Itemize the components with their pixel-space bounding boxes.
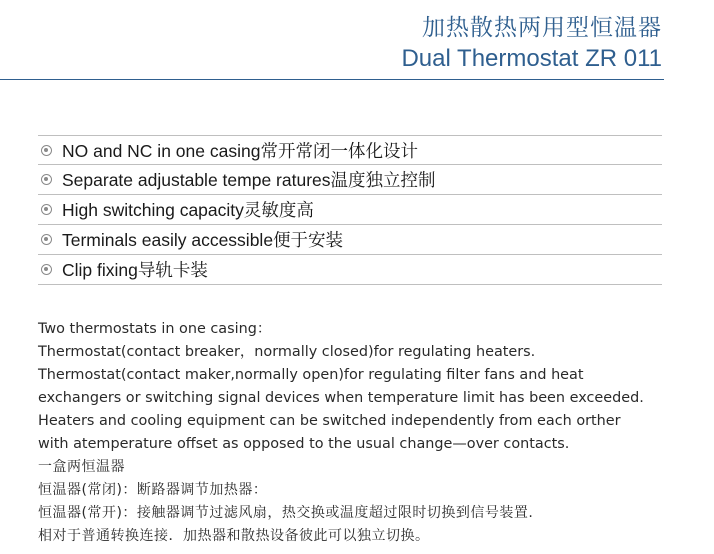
description-line: 相对于普通转换连接．加热器和散热设备彼此可以独立切换。	[38, 528, 430, 544]
feature-text: Terminals easily accessible便于安装	[62, 230, 344, 250]
feature-list	[38, 135, 662, 285]
description-line: Heaters and cooling equipment can be switched independently from each orther	[38, 413, 621, 429]
bullet-circle-icon	[41, 264, 52, 275]
description-block	[38, 318, 678, 548]
feature-item	[38, 165, 662, 195]
description-line: 恒温器(常闭)：断路器调节加热器：	[38, 482, 268, 498]
bullet-circle-icon	[41, 234, 52, 245]
feature-item	[38, 225, 662, 255]
title-english: Dual Thermostat ZR 011	[401, 45, 662, 72]
description-line: 恒温器(常开)：接触器调节过滤风扇，热交换或温度超过限时切换到信号装置.	[38, 505, 534, 521]
feature-text: Separate adjustable tempe ratures温度独立控制	[62, 170, 436, 190]
feature-item	[38, 255, 662, 285]
feature-text: High switching capacity灵敏度高	[62, 200, 314, 220]
title-chinese: 加热散热两用型恒温器	[422, 15, 662, 41]
bullet-circle-icon	[41, 174, 52, 185]
description-line: 一盒两恒温器	[38, 459, 125, 475]
feature-item	[38, 195, 662, 225]
description-line: Thermostat(contact breaker，normally closed)for regulating heaters.	[38, 344, 536, 360]
description-line: with atemperature offset as opposed to the usual change—over contacts.	[38, 436, 570, 452]
page-header	[401, 14, 662, 72]
feature-item	[38, 135, 662, 165]
feature-text: NO and NC in one casing常开常闭一体化设计	[62, 140, 418, 161]
feature-text: Clip fixing导轨卡装	[62, 260, 208, 280]
header-rule	[0, 79, 664, 80]
description-line: Two thermostats in one casing：	[38, 321, 272, 337]
bullet-circle-icon	[41, 204, 52, 215]
description-line: exchangers or switching signal devices when temperature limit has been exceeded.	[38, 390, 644, 406]
bullet-circle-icon	[41, 145, 52, 156]
description-line: Thermostat(contact maker,normally open)for regulating filter fans and heat	[38, 367, 584, 383]
